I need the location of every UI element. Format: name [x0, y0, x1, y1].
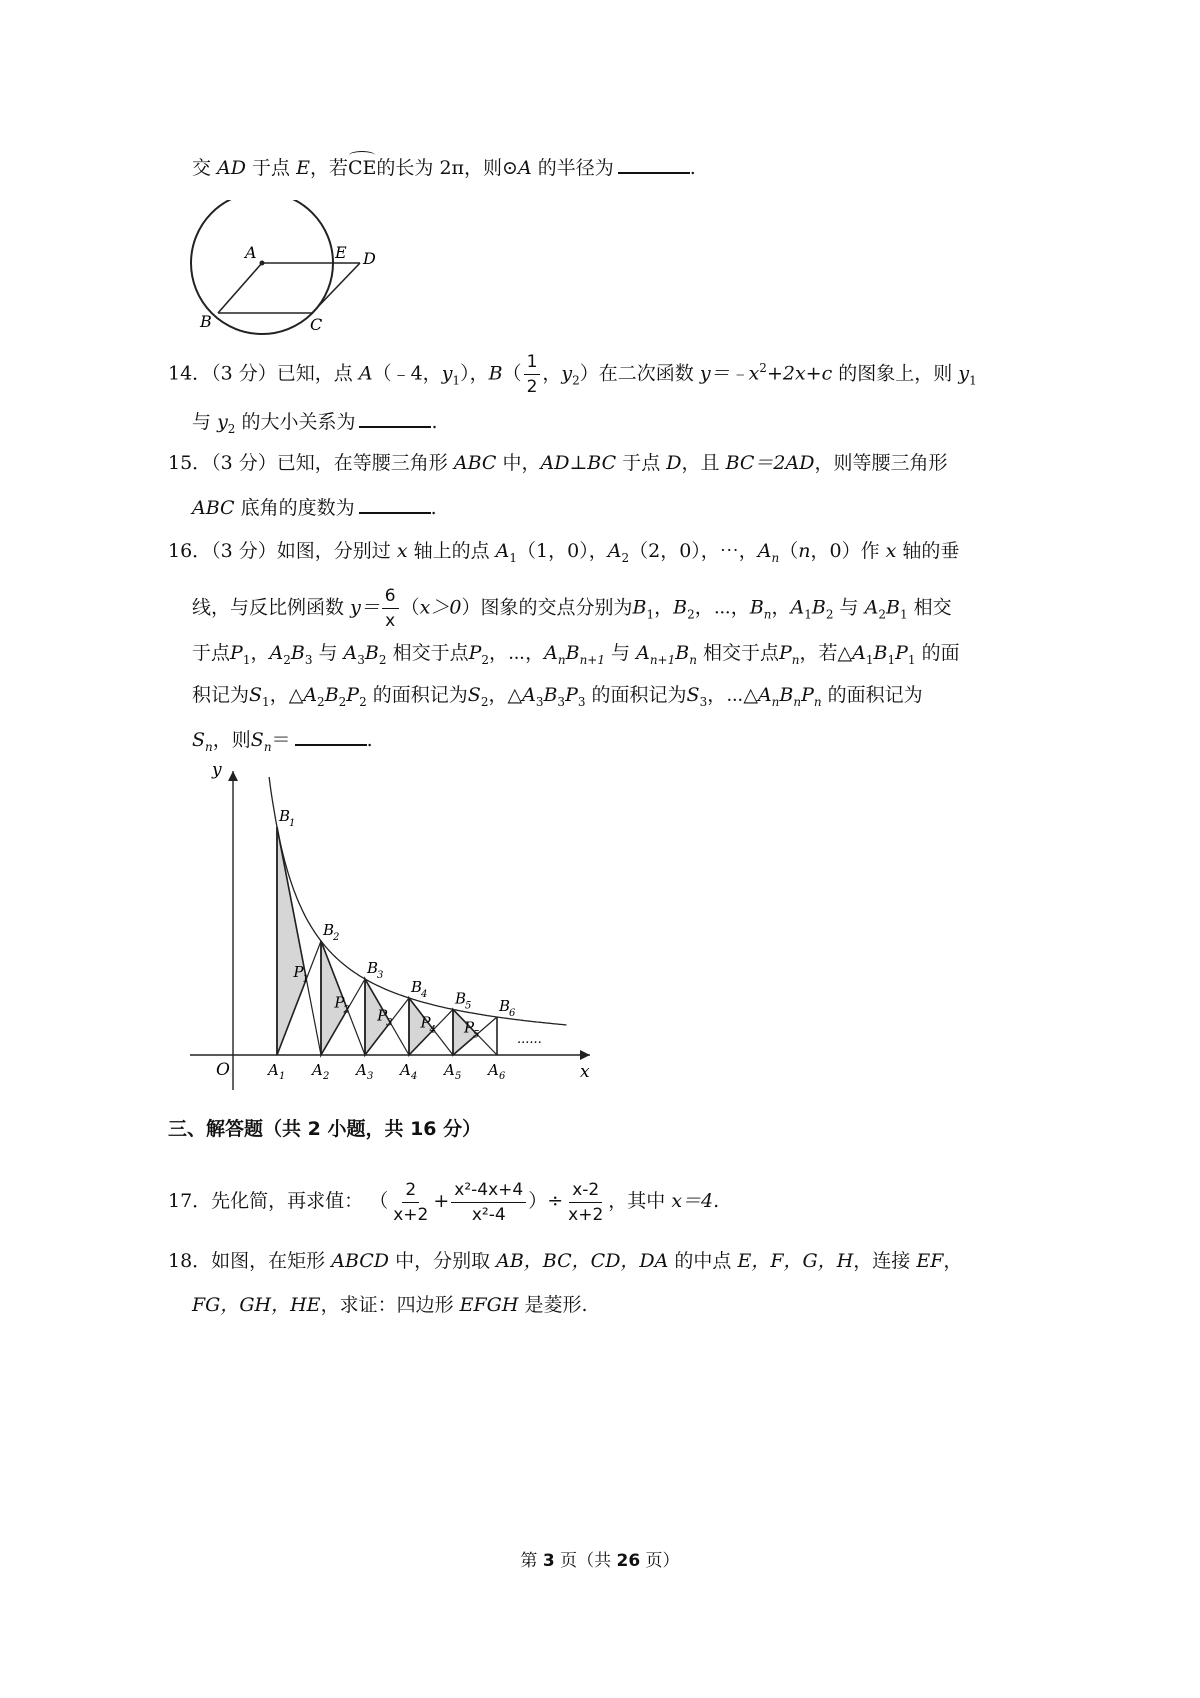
text: ， [943, 1250, 963, 1272]
page-number: 3 [542, 1551, 555, 1571]
label-b6: B [499, 997, 511, 1015]
text: y [561, 362, 573, 385]
text: S [249, 684, 263, 706]
x-axis-label: x [580, 1062, 590, 1082]
numerator: x²-4x+4 [451, 1178, 526, 1203]
text: P [565, 684, 578, 706]
q16-line5: $S_n$，则$S_n=$ . [192, 724, 373, 762]
text: D [666, 452, 682, 474]
text: 积记为 [192, 684, 250, 706]
text: A [544, 642, 558, 664]
text: B [324, 684, 339, 706]
text: ，⋯， [489, 642, 545, 664]
origin-label: O [216, 1060, 230, 1080]
text: 2 [759, 361, 767, 376]
denominator: x+2 [393, 1204, 429, 1225]
text: 与 [312, 642, 344, 664]
text: 轴上的点 [407, 540, 490, 562]
text: B [749, 596, 764, 619]
text: E，F，G，H [737, 1250, 854, 1272]
text: . [689, 157, 696, 179]
text: B [488, 362, 503, 385]
label-a6: A [488, 1061, 499, 1079]
text: ＝ [271, 729, 291, 751]
text: A [495, 540, 510, 562]
text: 是菱形. [518, 1294, 588, 1316]
text: A [303, 684, 318, 706]
text: 的面积记为 [585, 684, 687, 706]
text: A [607, 540, 622, 562]
label-p2: P [334, 993, 345, 1012]
label-a: A [245, 243, 257, 262]
text: P [346, 684, 360, 706]
figure-inverse-function [190, 765, 610, 1095]
numerator: 2 [402, 1178, 419, 1203]
text: 的中点 [668, 1250, 738, 1272]
text: P [468, 642, 482, 664]
text: A [864, 596, 879, 619]
label-b-sub6: 6 [509, 1008, 516, 1019]
text: FG，GH，HE [192, 1294, 321, 1316]
text: 中，分别取 [389, 1250, 497, 1272]
text: 相交 [907, 596, 952, 619]
text: 底角的度数为 [234, 497, 355, 519]
text: . [431, 411, 438, 433]
label-a3: A [356, 1061, 367, 1079]
text: 第 [520, 1551, 543, 1571]
numerator: x-2 [569, 1178, 602, 1203]
text: A [517, 157, 532, 179]
y-axis-label: y [212, 765, 222, 780]
answer-blank [618, 152, 690, 174]
label-p5: P [464, 1018, 475, 1037]
text: ABC [192, 497, 235, 519]
text: 轴的垂 [896, 540, 960, 562]
text: 17．先化简，再求值： [168, 1190, 364, 1212]
text: 于点 [616, 452, 661, 474]
fraction-3 [565, 1178, 606, 1227]
text: ）÷ [528, 1190, 564, 1212]
q16-line1: 16．（3 分）如图，分别过 x 轴上的点 $A_1(1$，0），$A_2(2$，0），⋯，$A_n(n$，0）作 x 轴的垂 [168, 540, 960, 565]
label-a-sub4: 4 [411, 1071, 418, 1082]
text: （2，0），⋯， [629, 540, 758, 562]
text: （ [400, 596, 420, 619]
text: ，⋯△ [707, 684, 758, 706]
text: A [343, 642, 358, 664]
text: A [522, 684, 536, 706]
text: A [852, 642, 866, 664]
text: x＝4. [671, 1190, 720, 1212]
section-heading: 三、解答题（共 2 小题，共 16 分） [168, 1118, 482, 1140]
label-p-sub2: 2 [343, 1004, 350, 1016]
text: 交 [192, 157, 218, 179]
q15-line2 [192, 492, 437, 523]
text: A [757, 684, 772, 706]
text: ，⋯， [694, 596, 750, 619]
label-p-sub1: 1 [302, 974, 309, 985]
text: A [790, 596, 805, 619]
text: （1，0）， [517, 540, 608, 562]
text: 与 [192, 411, 212, 433]
answer-blank [359, 406, 431, 428]
text: . [366, 729, 373, 751]
label-p-sub3: 3 [386, 1017, 393, 1029]
text: B [675, 642, 690, 664]
label-b-sub3: 3 [377, 970, 384, 981]
text: BC＝2AD [725, 452, 815, 474]
label-b3: B [367, 959, 379, 977]
text: 页（共 [554, 1551, 617, 1571]
text: 中， [496, 452, 541, 474]
fraction-6-over-x [382, 584, 399, 633]
q17 [168, 1176, 719, 1227]
text: +2x+c [766, 362, 833, 385]
text: 于点 [246, 157, 297, 179]
text: （ [502, 362, 522, 385]
text: P [895, 642, 908, 664]
text: 1 [969, 373, 977, 388]
text: 1 [452, 373, 461, 388]
denominator: 2 [526, 377, 538, 397]
text: ，求证：四边形 [320, 1294, 460, 1316]
text: 的图象上，则 [832, 362, 953, 385]
x-axis-arrow [580, 1050, 590, 1060]
answer-blank [359, 492, 431, 514]
text: ）图象的交点分别为 [461, 596, 633, 619]
q13-continuation [192, 152, 696, 183]
label-b1: B [279, 807, 291, 825]
text: x＞0 [419, 596, 462, 619]
denominator: x+2 [568, 1204, 604, 1225]
text: 线，与反比例函数 [192, 596, 345, 619]
q16-line2: 线，与反比例函数 y＝ $\frac{6}{x}$ （x＞0）图象的交点分别为$B_1$，$B_2$，⋯，$B_n$，$A_1B_2$ 与 $A_2B_1$ 相交 [192, 586, 952, 631]
text: 的面积记为 [366, 684, 468, 706]
label-b-sub4: 4 [421, 989, 428, 1000]
text: E [296, 157, 310, 179]
text: ，则等腰三角形 [814, 452, 948, 474]
text: ABC [453, 452, 497, 474]
text: 的长为 2π，则⊙ [376, 157, 518, 179]
label-p-sub4: 4 [429, 1024, 436, 1036]
y-axis-arrow [228, 771, 238, 781]
text: 15．（3 分）已知，在等腰三角形 [168, 452, 448, 474]
label-b4: B [411, 978, 423, 996]
denominator: x [385, 611, 396, 631]
text: EF [916, 1250, 944, 1272]
label-b: B [200, 312, 212, 331]
text: S [686, 684, 700, 706]
text: 16．（3 分）如图，分别过 [168, 540, 391, 562]
numerator: 6 [382, 584, 399, 609]
label-a-sub5: 5 [455, 1071, 462, 1082]
text: ，且 [681, 452, 720, 474]
text: AD⊥BC [540, 452, 617, 474]
label-d: D [363, 249, 376, 268]
text: S [250, 729, 264, 751]
arc-ce: CE [348, 153, 376, 183]
text: AD [217, 157, 247, 179]
text: A [269, 642, 284, 664]
text: A [358, 362, 373, 385]
q16-line3: 于点$P_1$，$A_2B_3$ 与 $A_3B_2$ 相交于点$P_2$，⋯，$A_nB_{n+1}$ 与 $A_{n+1}B_n$ 相交于点$P_n$，若$\triangle A_1B_1P_1$ 的面 [192, 642, 960, 667]
text: B [873, 642, 888, 664]
text: ，连接 [853, 1250, 917, 1272]
text: B [632, 596, 647, 619]
text: B [779, 684, 794, 706]
text: B [290, 642, 305, 664]
text: ）在二次函数 [579, 362, 694, 385]
text: A [757, 540, 772, 562]
text: P [230, 642, 243, 664]
text: （ [779, 540, 799, 562]
label-a5: A [444, 1061, 455, 1079]
text: 的大小关系为 [235, 411, 356, 433]
text: B [565, 642, 580, 664]
text: 于点 [192, 642, 231, 664]
text: AB，BC，CD，DA [496, 1250, 669, 1272]
text: 与 [833, 596, 865, 619]
text: B [811, 596, 826, 619]
text: ，则 [212, 729, 251, 751]
answer-blank [295, 724, 367, 746]
page-footer [0, 1546, 1200, 1571]
text: 18．如图，在矩形 [168, 1250, 332, 1272]
text: 页） [640, 1551, 680, 1571]
label-a-sub1: 1 [279, 1071, 286, 1082]
text: ， [542, 362, 562, 385]
text: y [958, 362, 970, 385]
text: . [430, 497, 437, 519]
text: 2 [227, 421, 236, 436]
label-c: C [310, 315, 323, 334]
text: ， [654, 596, 674, 619]
text: （﹣4， [372, 362, 442, 385]
figure-circle [188, 200, 388, 340]
text: S [192, 729, 206, 751]
text: ）， [460, 362, 489, 385]
text: A [636, 642, 650, 664]
label-a-sub3: 3 [367, 1071, 374, 1082]
q18-line1 [168, 1246, 962, 1276]
label-b-sub5: 5 [465, 1000, 472, 1012]
label-e: E [335, 243, 347, 262]
label-a1: A [268, 1061, 279, 1079]
text: 相交于点 [386, 642, 469, 664]
text: y [441, 362, 453, 385]
label-p4: P [420, 1013, 431, 1032]
shaded-triangle-1 [277, 827, 309, 1055]
text: ， [771, 596, 791, 619]
text: B [364, 642, 379, 664]
text: ，△ [488, 684, 523, 706]
text: ，若 [309, 157, 348, 179]
label-p1: P [293, 963, 304, 981]
text: （ [369, 1190, 389, 1212]
label-a-sub2: 2 [323, 1071, 330, 1082]
text: y＝ [350, 596, 380, 619]
fraction-2 [451, 1178, 526, 1227]
text: B [673, 596, 688, 619]
text: EFGH [459, 1294, 519, 1316]
numerator: 1 [524, 350, 541, 375]
fraction-1 [390, 1178, 431, 1227]
label-b-sub2: 2 [333, 932, 340, 943]
text: x [396, 540, 408, 562]
label-a2: A [312, 1061, 323, 1079]
label-b2: B [323, 921, 335, 939]
text: 相交于点 [696, 642, 779, 664]
text: B [885, 596, 900, 619]
page-total: 26 [616, 1551, 641, 1571]
q15-line1 [168, 448, 947, 478]
label-p-sub5: 5 [473, 1029, 480, 1041]
text: x [885, 540, 897, 562]
text: S [467, 684, 481, 706]
text: 的半径为 [531, 157, 614, 179]
denominator: x²-4 [471, 1204, 506, 1225]
text: 2 [572, 373, 580, 388]
text: ABCD [331, 1250, 390, 1272]
text: 14．（3 分）已知，点 [168, 362, 353, 385]
text: 的面积记为 [821, 684, 923, 706]
q16-line4: 积记为$S_1$，$\triangle A_2B_2P_2$ 的面积记为$S_2$，$\triangle A_3B_3P_3$ 的面积记为$S_3$，$\cdots\triangle A_nB_nP_n$ 的面积记为 [192, 684, 923, 709]
q14-line1 [168, 350, 977, 399]
text: B [543, 684, 558, 706]
text: P [778, 642, 792, 664]
text: ，若△ [799, 642, 853, 664]
q14-line2 [192, 406, 438, 444]
text: y＝﹣x [699, 362, 760, 385]
q18-line2 [192, 1290, 588, 1320]
text: + [433, 1190, 450, 1212]
text: y [217, 411, 228, 433]
text: P [801, 684, 814, 706]
text: ，△ [269, 684, 304, 706]
text: 与 [604, 642, 637, 664]
label-b-sub1: 1 [289, 818, 296, 829]
text: 的面 [915, 642, 960, 664]
label-p3: P [377, 1006, 388, 1025]
text: ，0）作 [810, 540, 880, 562]
fraction-half [524, 350, 541, 399]
label-a4: A [400, 1061, 411, 1079]
text: n [798, 540, 811, 562]
text: ， [250, 642, 270, 664]
continuation-dots: ...... [517, 1032, 542, 1047]
label-a-sub6: 6 [499, 1071, 506, 1082]
text: ，其中 [608, 1190, 672, 1212]
label-b5: B [455, 989, 467, 1008]
